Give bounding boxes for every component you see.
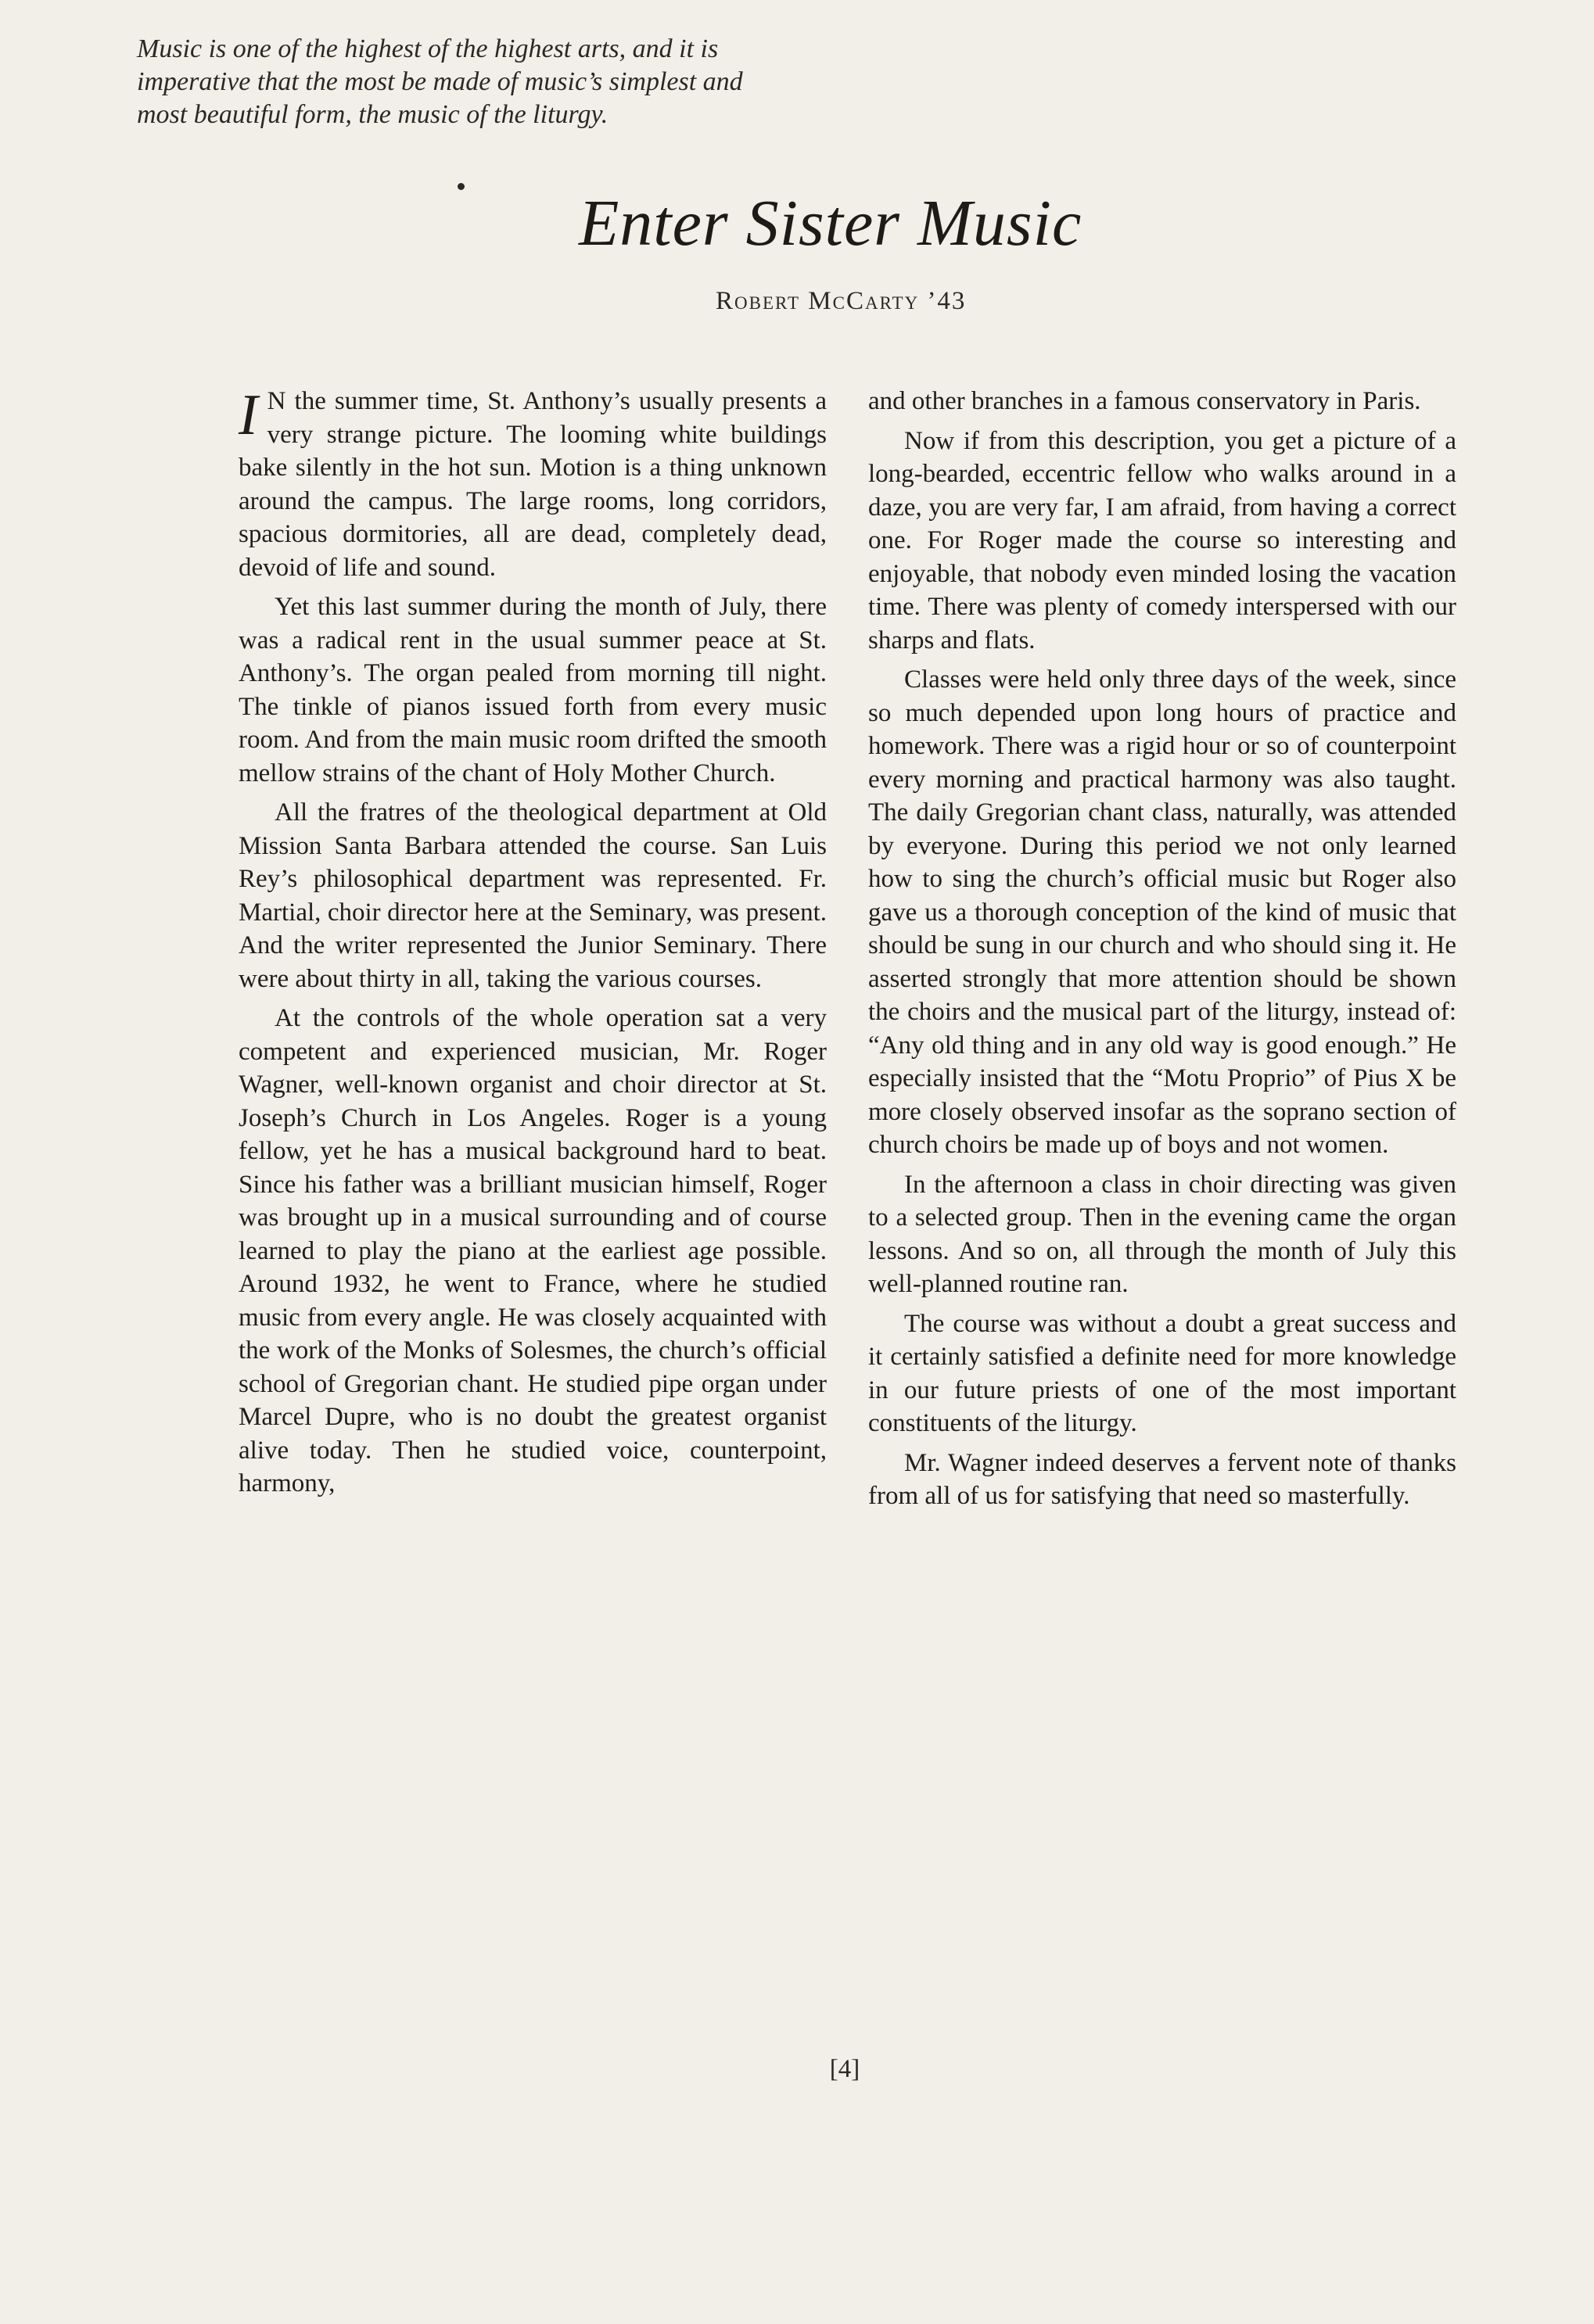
- epigraph: Music is one of the highest of the highest arts, and it is imperative that the most be made of music’s simplest and most beautiful form, the music of the liturgy.: [137, 34, 743, 129]
- paragraph-text: N the summer time, St. Anthony’s usually presents a very strange picture. The looming white buildings bake silently in the hot sun. Motion is a thing unknown around the campus. The large rooms, long corridors, spacious dormitories, all are dead, completely dead, devoid of life and sound.: [239, 387, 827, 582]
- drop-cap: I: [239, 383, 258, 447]
- paragraph: Classes were held only three days of the week, since so much depended upon long hours of practice and homework. There was a rigid hour or so of counterpoint every morning and practical harmony was also taught. The daily Gregorian chant class, naturally, was attended by everyone. During this period we not only learned how to sing the church’s official music but Roger also gave us a thorough conception of the kind of music that should be sung in our church and who should sing it. He asserted strongly that more attention should be shown the choirs and the musical part of the liturgy, instead of: “Any old thing and in any old way is good enough.” He especially insisted that the “Motu Proprio” of Pius X be more closely observed insofar as the soprano section of church choirs be made up of boys and not women.: [868, 665, 1456, 1159]
- paragraph: In the afternoon a class in choir directing was given to a selected group. Then in the evening came the organ lessons. And so on, all through the month of July this well-planned routine ran.: [868, 1170, 1456, 1298]
- ornament-dot: [458, 183, 465, 190]
- paragraph: At the controls of the whole operation sat a very competent and experienced musician, Mr. Roger Wagner, well-known organist and choir director at St. Joseph’s Church in Los Angeles. Roger is a young fellow, yet he has a musical background hard to beat. Since his father was a brilliant musician himself, Roger was brought up in a musical surrounding and of course learned to play the piano at the earliest age possible. Around 1932, he went to France, where he studied music from every angle. He was closely acquainted with the work of the Monks of Solesmes, the church’s official school of Gregorian chant. He studied pipe organ under Marcel Dupre, who is no doubt the greatest organist alive today. Then he studied voice, counterpoint, harmony,: [239, 1004, 827, 1497]
- paragraph: All the fratres of the theological department at Old Mission Santa Barbara attended the course. San Luis Rey’s philosophical department was represented. Fr. Martial, choir director here at the Seminary, was present. And the writer represented the Junior Seminary. There were about thirty in all, taking the various courses.: [239, 798, 827, 993]
- paragraph: Now if from this description, you get a picture of a long-bearded, eccentric fellow who walks around in a daze, you are very far, I am afraid, from having a correct one. For Roger made the course so interesting and enjoyable, that nobody even minded losing the vacation time. There was plenty of comedy interspersed with our sharps and flats.: [868, 426, 1456, 655]
- paragraph: The course was without a doubt a great success and it certainly satisfied a definite need for more knowledge in our future priests of one of the most important constituents of the liturgy.: [868, 1309, 1456, 1437]
- page-number: [4]: [829, 2055, 860, 2083]
- paragraph: and other branches in a famous conservatory in Paris.: [868, 387, 1421, 415]
- paragraph: Mr. Wagner indeed deserves a fervent note of thanks from all of us for satisfying that need so masterfully.: [868, 1448, 1456, 1510]
- paragraph: [239, 385, 827, 584]
- byline: Robert McCarty ’43: [716, 287, 967, 315]
- paragraph: Yet this last summer during the month of July, there was a radical rent in the usual summer peace at St. Anthony’s. The organ pealed from morning till night. The tinkle of pianos issued forth from every music room. And from the main music room drifted the smooth mellow strains of the chant of Holy Mother Church.: [239, 593, 827, 787]
- right-column: [868, 385, 1456, 1519]
- left-column: [239, 385, 827, 1507]
- article-title: Enter Sister Music: [579, 187, 1082, 260]
